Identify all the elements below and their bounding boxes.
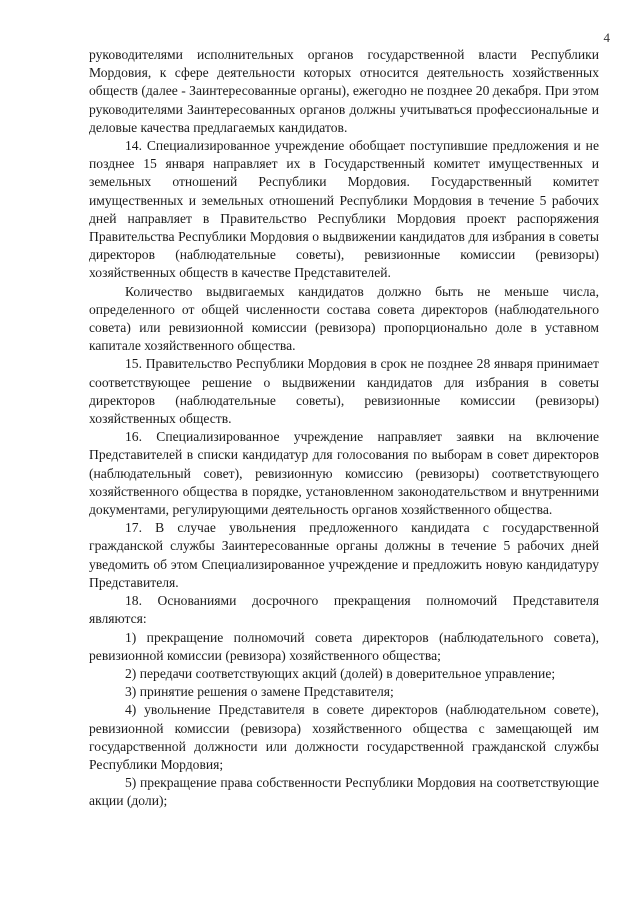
page-number: 4 bbox=[603, 30, 610, 45]
paragraph-14: 14. Специализированное учреждение обобщает поступившие предложения и не позднее 15 января направляет их в Государственный комитет имущественных и земельных отношений Республики Мордовия. Государственный комитет имущественных и земельных отношений Республики Мордовия в течение 5 рабочих дней направляет в Правительство Республики Мордовия проект распоряжения Правительства Республики Мордовия о выдвижении кандидатов для избрания в советы директоров (наблюдательные советы), ревизионные комиссии (ревизоры) хозяйственных обществ в качестве Представителей. bbox=[89, 138, 599, 281]
paragraph-candidates-count: Количество выдвигаемых кандидатов должно быть не меньше числа, определенного от общей численности состава совета директоров (наблюдательного совета) или ревизионной комиссии (ревизора) пропорционально доле в уставном капитале хозяйственного общества. bbox=[89, 283, 599, 354]
paragraph-17: 17. В случае увольнения предложенного кандидата с государственной гражданской службы Заинтересованные органы должны в течение 5 рабочих дней уведомить об этом Специализированное учреждение и предложить новую кандидатуру Представителя. bbox=[89, 520, 599, 590]
paragraph-15: 15. Правительство Республики Мордовия в срок не позднее 28 января принимает соответствующее решение о выдвижении кандидатов для избрания в советы директоров (наблюдательные советы), ревизионные комиссии (ревизоры) хозяйственных обществ. bbox=[89, 356, 599, 427]
list-item-5: 5) прекращение права собственности Республики Мордовия на соответствующие акции (доли); bbox=[89, 775, 599, 809]
list-item-4: 4) увольнение Представителя в совете директоров (наблюдательном совете), ревизионной комиссии (ревизора) хозяйственного общества с замещающей им государственной должности или должности государственной гражданской службы Республики Мордовия; bbox=[89, 702, 599, 772]
paragraph-18: 18. Основаниями досрочного прекращения полномочий Представителя являются: bbox=[89, 593, 599, 627]
list-item-1: 1) прекращение полномочий совета директоров (наблюдательного совета), ревизионной комиссии (ревизора) хозяйственного общества; bbox=[89, 629, 599, 663]
list-item-3: 3) принятие решения о замене Представителя; bbox=[125, 684, 394, 700]
list-item-2: 2) передачи соответствующих акций (долей) в доверительное управление; bbox=[125, 665, 556, 681]
document-body bbox=[89, 46, 599, 811]
paragraph-16: 16. Специализированное учреждение направляет заявки на включение Представителей в списки кандидатур для голосования по выборам в совет директоров (наблюдательный совет), ревизионную комиссию (ревизоры) соответствующего хозяйственного общества в порядке, установленном законодательством и внутренними документами, регулирующими деятельность органов хозяйственного общества. bbox=[89, 429, 599, 518]
paragraph: руководителями исполнительных органов государственной власти Республики Мордовия, к сфере деятельности которых относится деятельность хозяйственных обществ (далее - Заинтересованные органы), ежегодно не позднее 20 декабря. При этом руководителями Заинтересованных органов должны учитываться профессиональные и деловые качества предлагаемых кандидатов. bbox=[89, 47, 599, 135]
